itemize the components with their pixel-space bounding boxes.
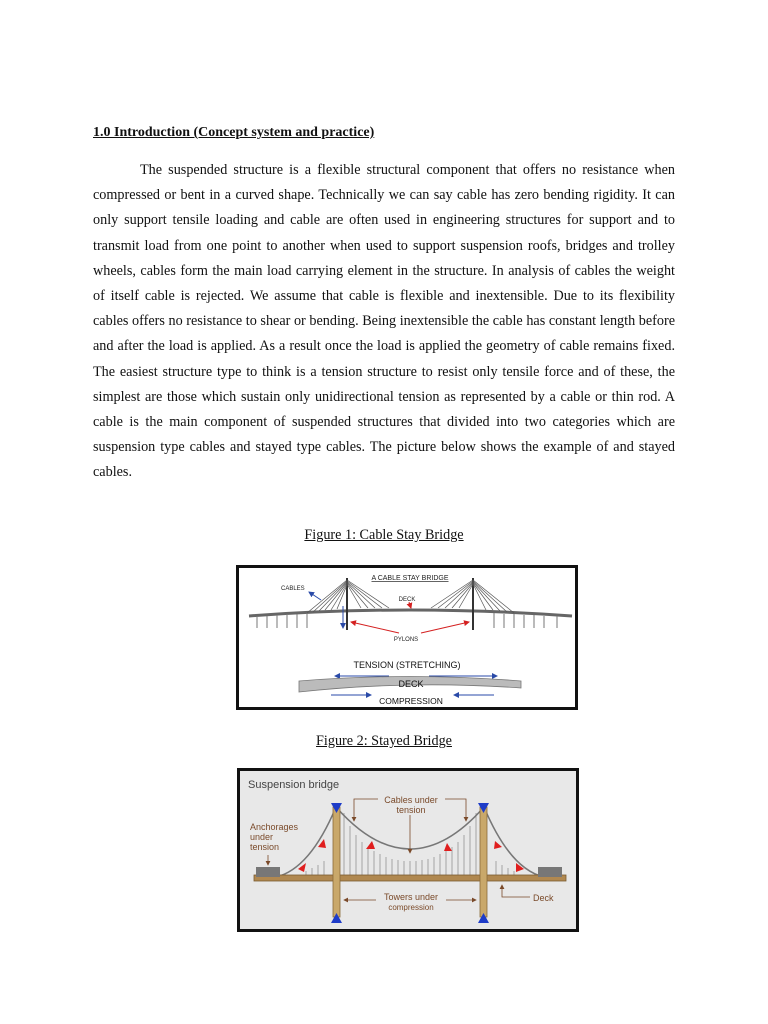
deck-top-label: DECK	[398, 597, 416, 603]
towers-label-line1: Towers under	[383, 892, 439, 902]
tension-label: TENSION (STRETCHING)	[353, 660, 461, 670]
anchorages-label-line2: under	[250, 832, 274, 842]
cables-label-line1: Cables under	[384, 795, 438, 805]
deck-piers	[257, 613, 557, 628]
figure-2-suspension-bridge	[237, 768, 579, 932]
anchorages-label-line1: Anchorages	[250, 822, 299, 832]
figure-1-cable-stay-bridge	[236, 565, 578, 710]
figure-1-caption: Figure 1: Cable Stay Bridge	[304, 527, 464, 543]
tower-left	[333, 807, 340, 917]
deck-label: Deck	[533, 893, 554, 903]
suspension-title: Suspension bridge	[248, 779, 340, 791]
cable-tension-arrow	[309, 592, 321, 600]
cables-label-line2: tension	[396, 805, 426, 815]
section-heading: 1.0 Introduction (Concept system and practice)	[93, 125, 375, 140]
cable-stay-diagram	[239, 568, 575, 707]
compression-label: COMPRESSION	[379, 696, 443, 706]
bridge-deck	[254, 875, 566, 881]
suspension-diagram	[240, 771, 576, 929]
anchorages-label-line3: tension	[250, 842, 280, 852]
figure-2-caption: Figure 2: Stayed Bridge	[316, 733, 452, 749]
cables-label: CABLES	[281, 586, 305, 592]
deck-beam-label: DECK	[398, 679, 424, 689]
intro-paragraph: The suspended structure is a flexible structural component that offers no resistance when compressed or bent in a curved shape. Technically we can say cable has zero bending rigidity. It can only support tensile loading and cable are often used in engineering structures for support and to transmit load from one point to another when used to support suspension roofs, bridges and trolley wheels, cables form the main load carrying element in the structure. In analysis of cables the weight of itself cable is rejected. We assume that cable is flexible and inextensible. Due to its flexibility cables offers no resistance to shear or bending. Being inextensible the cable has constant length before and after the load is applied. As a result once the load is applied the geometry of cable remains fixed. The easiest structure type to think is a tension structure to resist only tensile force and of these, the simplest are those which sustain only unidirectional tension as represented by a cable or thin rod. A cable is the main component of suspended structures that divided into two categories which are suspension type cables and stayed type cables. The picture below shows the example of and stayed cables.	[93, 162, 675, 481]
anchorage-left	[256, 867, 280, 877]
pylons-label: PYLONS	[393, 637, 419, 643]
towers-label-line2: compression	[388, 903, 434, 912]
tower-right	[480, 807, 487, 917]
pylon-pointer-right	[421, 622, 469, 633]
cable-stay-title: A CABLE STAY BRIDGE	[371, 575, 449, 582]
anchorage-right	[538, 867, 562, 877]
pylon-pointer-left	[351, 622, 399, 633]
